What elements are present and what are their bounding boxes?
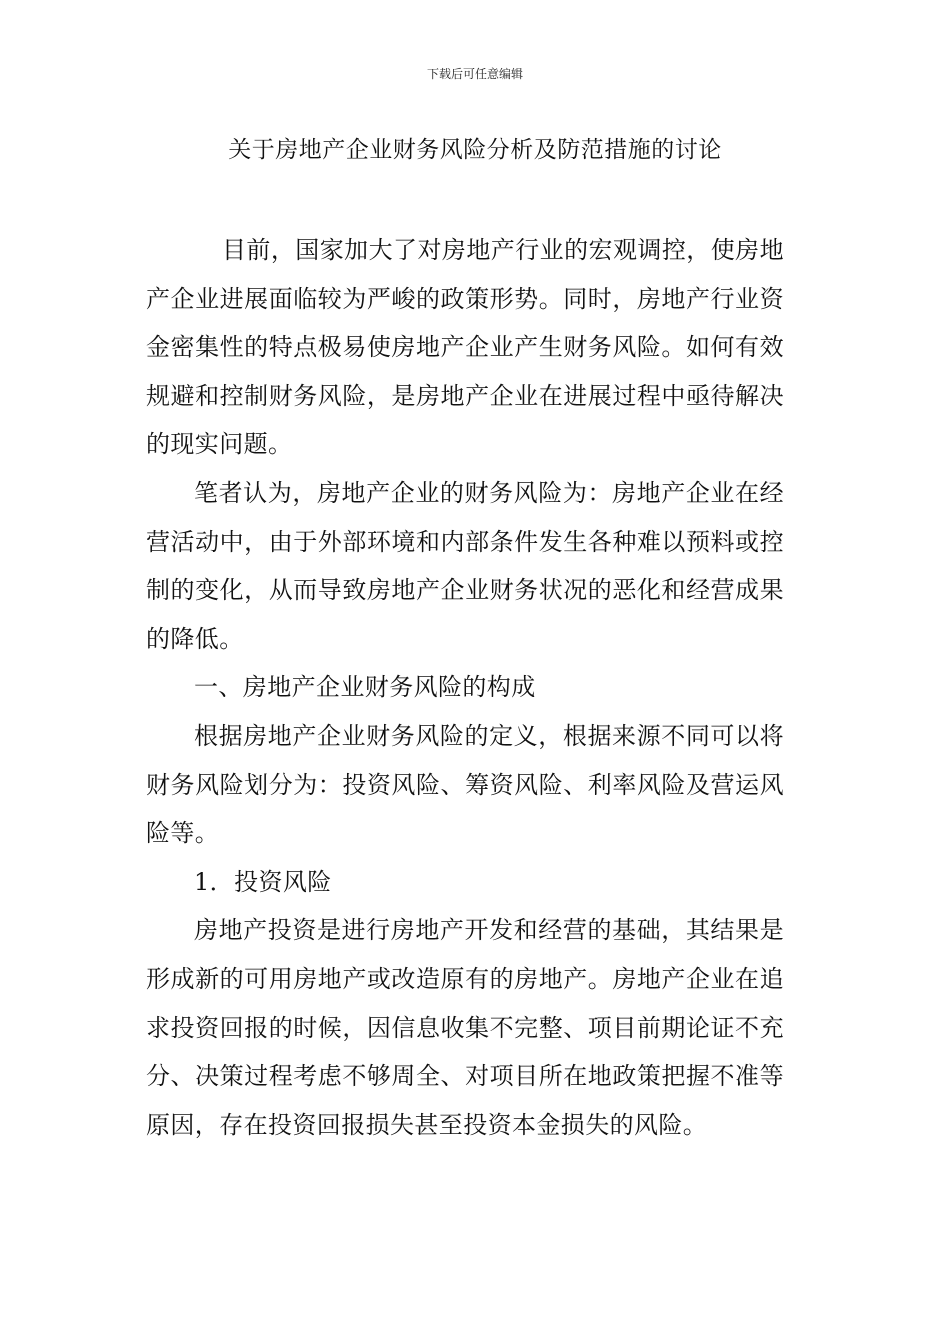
document-title: 关于房地产企业财务风险分析及防范措施的讨论 [228, 137, 722, 163]
header-note: 下载后可任意编辑 [426, 67, 523, 81]
paragraph-definition: 笔者认为，房地产企业的财务风险为：房地产企业在经营活动中，由于外部环境和内部条件发生各种难以预料或控制的变化，从而导致房地产企业财务状况的恶化和经营成果的降低。 [146, 478, 784, 653]
paragraph-intro: 目前，国家加大了对房地产行业的宏观调控，使房地产企业进展面临较为严峻的政策形势。同时，房地产行业资金密集性的特点极易使房地产企业产生财务风险。如何有效规避和控制财务风险，是房地产企业在进展过程中亟待解决的现实问题。 [146, 236, 784, 459]
subsection-heading-investment-risk: 1．投资风险 [194, 867, 332, 896]
paragraph-classification: 根据房地产企业财务风险的定义，根据来源不同可以将财务风险划分为：投资风险、筹资风险、利率风险及营运风险等。 [146, 721, 784, 848]
paragraph-investment-risk: 房地产投资是进行房地产开发和经营的基础，其结果是形成新的可用房地产或改造原有的房地产。房地产企业在追求投资回报的时候，因信息收集不完整、项目前期论证不充分、决策过程考虑不够周全、对项目所在地政策把握不准等原因，存在投资回报损失甚至投资本金损失的风险。 [146, 916, 784, 1139]
section-heading-composition: 一、房地产企业财务风险的构成 [194, 673, 536, 702]
document-body [146, 226, 784, 1149]
